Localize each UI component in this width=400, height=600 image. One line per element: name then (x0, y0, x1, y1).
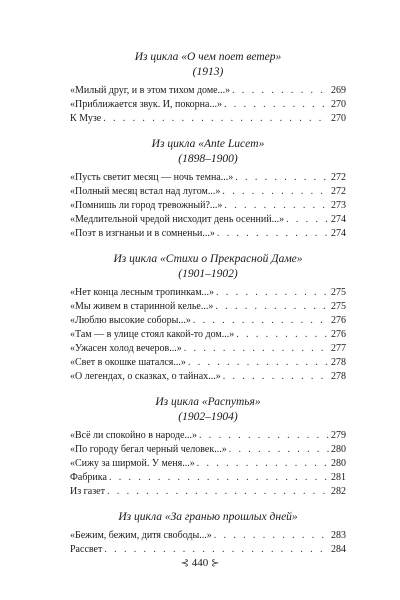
section-title: Из цикла «За гранью прошлых дней» (118, 511, 298, 523)
entry-title: «Всё ли спокойно в народе...» (70, 430, 197, 441)
entry-title: К Музе (70, 113, 102, 124)
entry-page-number: 276 (331, 315, 346, 326)
entry-page-number: 280 (331, 444, 346, 455)
entry-page-number: 272 (331, 186, 346, 197)
dot-leader (216, 286, 329, 300)
toc-section (70, 50, 346, 126)
toc-entry (70, 98, 346, 112)
toc-section (70, 252, 346, 384)
dot-leader (197, 457, 329, 471)
entry-title: «Поэт в изгнаньи и в сомненьи...» (70, 228, 215, 239)
section-title: Из цикла «Распутья» (155, 396, 261, 408)
dot-leader (199, 429, 329, 443)
entry-title: «Милый друг, и в этом тихом доме...» (70, 85, 231, 96)
dot-leader (104, 543, 329, 557)
entry-page-number: 269 (331, 85, 346, 96)
entry-title: «Медлительной чредой нисходит день осенний...» (70, 214, 285, 225)
toc-entry (70, 227, 346, 241)
toc-entry (70, 342, 346, 356)
entry-page-number: 282 (331, 486, 346, 497)
entry-title: Из газет (70, 486, 105, 497)
toc-entry (70, 199, 346, 213)
dot-leader (103, 112, 329, 126)
entry-title: «Свет в окошке шатался...» (70, 357, 186, 368)
entry-title: «Полный месяц встал над лугом...» (70, 186, 221, 197)
toc-entry (70, 356, 346, 370)
dot-leader (107, 485, 329, 499)
entry-title: «О легендах, о сказках, о тайнах...» (70, 371, 221, 382)
entry-title: «Мы живем в старинной келье...» (70, 301, 214, 312)
entry-title: «Сижу за ширмой. У меня...» (70, 458, 195, 469)
dot-leader (217, 227, 329, 241)
toc-section (70, 137, 346, 241)
entry-page-number: 274 (331, 228, 346, 239)
toc-entry (70, 471, 346, 485)
entry-title: «Люблю высокие соборы...» (70, 315, 191, 326)
entry-page-number: 274 (331, 214, 346, 225)
entry-title: «По городу бегал черный человек...» (70, 444, 227, 455)
entry-page-number: 272 (331, 172, 346, 183)
dot-leader (224, 98, 329, 112)
section-years: (1902–1904) (178, 411, 238, 423)
entry-page-number: 284 (331, 544, 346, 555)
toc-entry (70, 529, 346, 543)
entry-page-number: 283 (331, 530, 346, 541)
entry-title: Фабрика (70, 472, 107, 483)
toc-entry (70, 457, 346, 471)
dot-leader (224, 199, 329, 213)
entry-page-number: 278 (331, 357, 346, 368)
entry-page-number: 277 (331, 343, 346, 354)
dot-leader (235, 171, 329, 185)
entry-title: «Пусть светит месяц — ночь темна...» (70, 172, 234, 183)
dot-leader (232, 84, 329, 98)
toc-entry (70, 543, 346, 557)
ornament-right-icon: ⊱ (211, 558, 220, 569)
dot-leader (109, 471, 329, 485)
section-years: (1898–1900) (178, 153, 238, 165)
page-number: 440 (191, 557, 209, 569)
entry-title: «Ужасен холод вечеров...» (70, 343, 182, 354)
entry-page-number: 275 (331, 287, 346, 298)
entry-title: «Помнишь ли город тревожный?...» (70, 200, 223, 211)
dot-leader (229, 443, 329, 457)
entry-page-number: 270 (331, 113, 346, 124)
dot-leader (215, 300, 329, 314)
entry-page-number: 280 (331, 458, 346, 469)
toc-entry (70, 300, 346, 314)
toc-entry (70, 328, 346, 342)
entry-page-number: 278 (331, 371, 346, 382)
entry-page-number: 281 (331, 472, 346, 483)
toc-entry (70, 286, 346, 300)
entry-title: «Нет конца лесным тропинкам...» (70, 287, 215, 298)
toc-entry (70, 429, 346, 443)
section-years: (1901–1902) (178, 268, 238, 280)
entry-title: «Там — в улице стоял какой-то дом...» (70, 329, 235, 340)
dot-leader (214, 529, 329, 543)
page-footer (0, 556, 400, 571)
toc-entry (70, 443, 346, 457)
toc-section (70, 395, 346, 499)
toc-entry (70, 171, 346, 185)
dot-leader (286, 213, 329, 227)
section-years: (1913) (192, 66, 224, 78)
dot-leader (193, 314, 329, 328)
dot-leader (188, 356, 329, 370)
ornament-left-icon: ⊰ (180, 558, 189, 569)
entry-page-number: 276 (331, 329, 346, 340)
entry-title: «Бежим, бежим, дитя свободы...» (70, 530, 212, 541)
entry-page-number: 273 (331, 200, 346, 211)
dot-leader (184, 342, 329, 356)
dot-leader (223, 370, 329, 384)
dot-leader (222, 185, 329, 199)
section-title: Из цикла «Ante Lucem» (151, 138, 265, 150)
entry-page-number: 279 (331, 430, 346, 441)
section-title: Из цикла «Стихи о Прекрасной Даме» (113, 253, 303, 265)
entry-title: Рассвет (70, 544, 103, 555)
toc-entry (70, 485, 346, 499)
entry-page-number: 270 (331, 99, 346, 110)
dot-leader (236, 328, 329, 342)
entry-title: «Приближается звук. И, покорна...» (70, 99, 222, 110)
entry-page-number: 275 (331, 301, 346, 312)
toc-section (70, 510, 346, 557)
toc-entry (70, 314, 346, 328)
toc-entry (70, 112, 346, 126)
table-of-contents (70, 50, 346, 568)
toc-entry (70, 370, 346, 384)
toc-entry (70, 185, 346, 199)
section-title: Из цикла «О чем поет ветер» (134, 51, 282, 63)
toc-entry (70, 213, 346, 227)
toc-entry (70, 84, 346, 98)
